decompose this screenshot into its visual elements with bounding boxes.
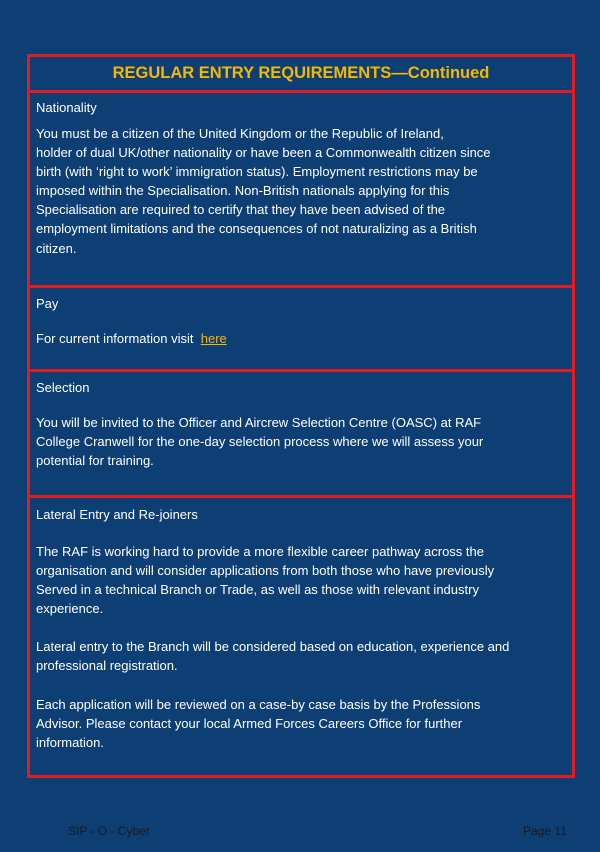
lateral-paragraph-1 (36, 542, 566, 618)
footer-page-number: Page 11 (523, 824, 567, 838)
text-line: organisation and will consider applications from both those who have previously (36, 563, 495, 579)
text-line: Each application will be reviewed on a case-by case basis by the Professions (36, 696, 481, 712)
selection-text (36, 413, 566, 470)
text-line: imposed within the Specialisation. Non-British nationals applying for this (36, 183, 450, 199)
panel-title: REGULAR ENTRY REQUIREMENTS—Continued (30, 57, 572, 93)
requirements-panel (27, 54, 575, 778)
selection-heading: Selection (36, 380, 90, 395)
section-selection (30, 372, 572, 498)
text-line: College Cranwell for the one-day selection process where we will assess your (36, 434, 484, 450)
footer-document-code: SIP - O - Cyber (68, 824, 150, 838)
pay-info-link[interactable]: here (200, 331, 227, 346)
text-line: You must be a citizen of the United Kingdom or the Republic of Ireland, (36, 126, 444, 141)
lateral-heading: Lateral Entry and Re-joiners (36, 507, 198, 522)
text-line: employment limitations and the consequences of not naturalizing as a British (36, 221, 477, 237)
text-line: potential for training. (36, 453, 154, 469)
text-line: holder of dual UK/other nationality or have been a Commonwealth citizen since (36, 145, 491, 161)
lateral-paragraph-2 (36, 637, 566, 675)
nationality-text (36, 124, 566, 258)
section-nationality (30, 93, 572, 288)
text-line: The RAF is working hard to provide a more flexible career pathway across the (36, 544, 484, 559)
text-line: You will be invited to the Officer and Aircrew Selection Centre (OASC) at RAF (36, 415, 482, 430)
text-line: Advisor. Please contact your local Armed Forces Careers Office for further (36, 715, 463, 731)
pay-text (36, 329, 566, 348)
text-line: Lateral entry to the Branch will be considered based on education, experience and (36, 639, 510, 655)
nationality-heading: Nationality (36, 100, 97, 115)
lateral-paragraph-3 (36, 695, 566, 752)
pay-heading: Pay (36, 296, 59, 311)
section-pay (30, 288, 572, 372)
pay-text-label: For current information visit (36, 331, 194, 346)
text-line: professional registration. (36, 658, 178, 674)
text-line: Specialisation are required to certify that they have been advised of the (36, 202, 446, 218)
text-line: citizen. (36, 240, 77, 256)
text-line: Served in a technical Branch or Trade, as well as those with relevant industry (36, 582, 479, 598)
text-line: birth (with ‘right to work’ immigration status). Employment restrictions may be (36, 164, 478, 180)
section-lateral-entry (30, 498, 572, 775)
text-line: experience. (36, 601, 104, 617)
text-line: information. (36, 734, 104, 750)
